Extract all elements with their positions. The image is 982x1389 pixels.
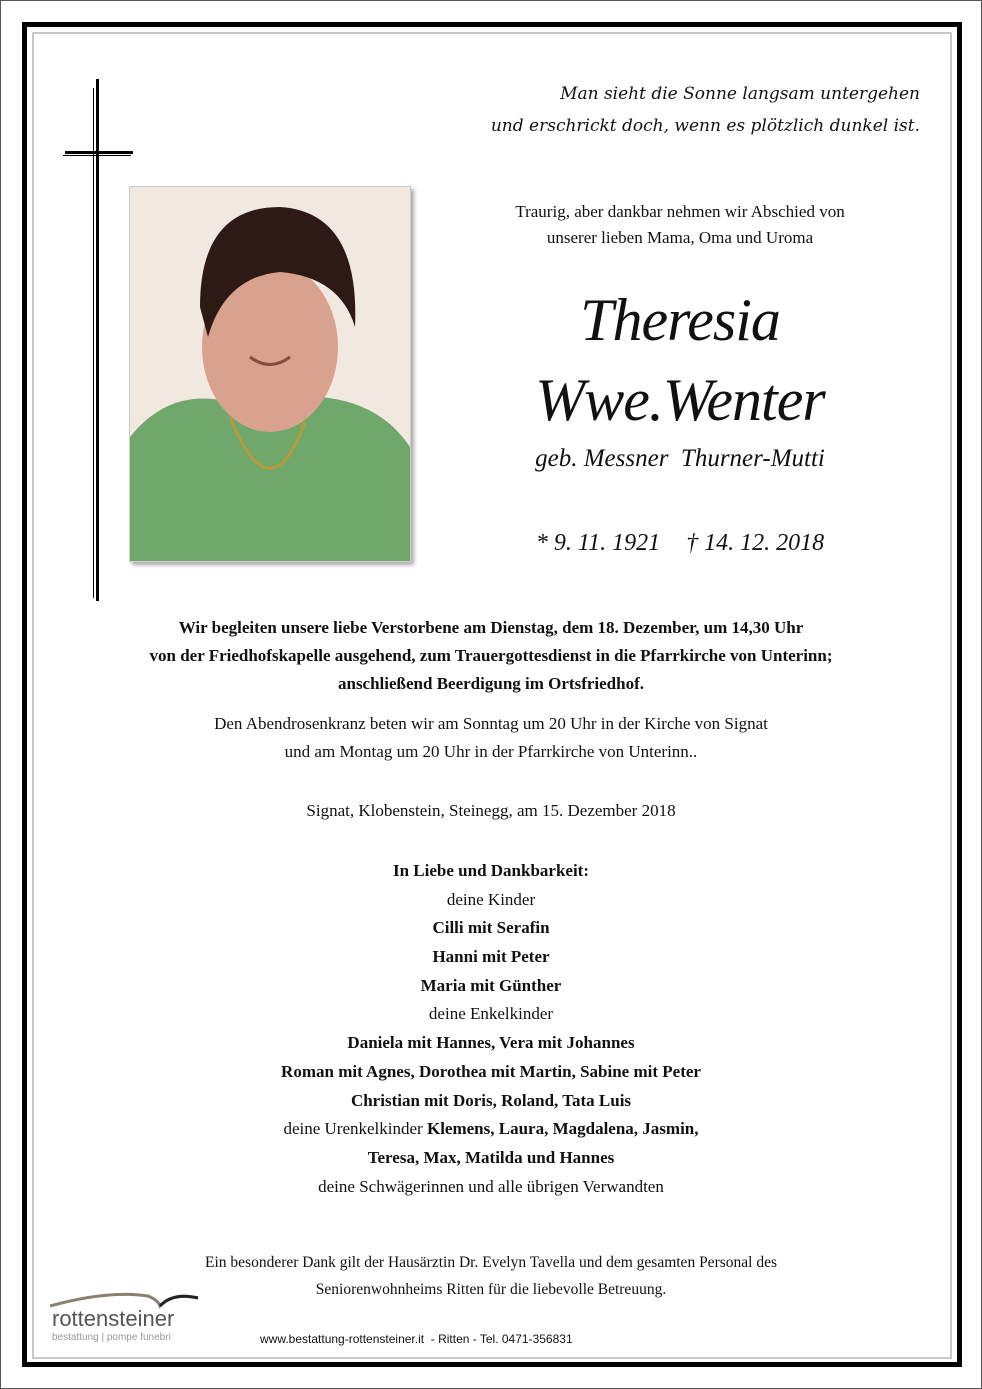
child: Maria mit Günther bbox=[420, 975, 562, 995]
maiden-name: geb. Messner Thurner-Mutti bbox=[535, 445, 825, 472]
other-relatives: deine Schwägerinnen und alle übrigen Verwandten bbox=[318, 1176, 664, 1196]
grandchild: Daniela mit Hannes, Vera mit Johannes bbox=[347, 1033, 635, 1053]
rosary-info bbox=[60, 710, 922, 766]
thanks-line: Ein besonderer Dank gilt der Hausärztin Dr. Evelyn Tavella und dem gesamten Personal des bbox=[205, 1254, 777, 1271]
intro-line: Traurig, aber dankbar nehmen wir Abschied von bbox=[515, 202, 845, 221]
funeral-info bbox=[60, 614, 922, 698]
last-name: Wwe.Wenter bbox=[535, 367, 825, 433]
quote-line: und erschrickt doch, wenn es plötzlich dunkel ist. bbox=[490, 116, 920, 136]
funeral-line: Wir begleiten unsere liebe Verstorbene am Dienstag, dem 18. Dezember, um 14,30 Uhr bbox=[178, 618, 804, 637]
intro-line: unserer lieben Mama, Oma und Uroma bbox=[546, 228, 814, 247]
family-list bbox=[60, 857, 922, 1201]
first-name: Theresia bbox=[580, 287, 780, 353]
great-grandchildren-label: deine Urenkelkinder bbox=[283, 1119, 423, 1139]
deceased-name bbox=[440, 280, 920, 440]
funeral-line: von der Friedhofskapelle ausgehend, zum Trauergottesdienst in die Pfarrkirche von Unterinn; bbox=[149, 646, 833, 665]
portrait-photo bbox=[129, 186, 411, 562]
grandchild: Roman mit Agnes, Dorothea mit Martin, Sabine mit Peter bbox=[281, 1061, 701, 1081]
thanks-line: Seniorenwohnheims Ritten für die liebevolle Betreuung. bbox=[315, 1281, 667, 1298]
birth-date: * 9. 11. 1921 bbox=[535, 530, 661, 556]
rosary-line: Den Abendrosenkranz beten wir am Sonntag um 20 Uhr in der Kirche von Signat bbox=[214, 714, 768, 733]
children-label: deine Kinder bbox=[446, 889, 536, 909]
life-dates bbox=[440, 530, 920, 557]
family-heading: In Liebe und Dankbarkeit: bbox=[392, 861, 590, 880]
rottensteiner-logo bbox=[48, 1290, 228, 1350]
quote-line: Man sieht die Sonne langsam untergehen bbox=[560, 84, 920, 104]
intro-text bbox=[480, 199, 880, 251]
grandchild: Christian mit Doris, Roland, Tata Luis bbox=[350, 1090, 632, 1110]
logo-name: rottensteiner bbox=[52, 1306, 175, 1331]
place-date: Signat, Klobenstein, Steinegg, am 15. Dezember 2018 bbox=[306, 801, 676, 820]
child: Cilli mit Serafin bbox=[432, 918, 550, 938]
funeral-line: anschließend Beerdigung im Ortsfriedhof. bbox=[337, 674, 644, 693]
rosary-line: und am Montag um 20 Uhr in der Pfarrkirche von Unterinn.. bbox=[284, 742, 698, 761]
great-grandchild: Teresa, Max, Matilda und Hannes bbox=[367, 1147, 615, 1167]
child: Hanni mit Peter bbox=[432, 947, 550, 967]
contact-info: www.bestattung-rottensteiner.it - Ritten - Tel. 0471-356831 bbox=[260, 1332, 573, 1346]
death-date: † 14. 12. 2018 bbox=[686, 530, 825, 556]
logo-subtitle: bestattung | pompe funebri bbox=[52, 1332, 171, 1343]
great-grandchild: Klemens, Laura, Magdalena, Jasmin, bbox=[426, 1119, 699, 1139]
grandchildren-label: deine Enkelkinder bbox=[428, 1004, 554, 1024]
